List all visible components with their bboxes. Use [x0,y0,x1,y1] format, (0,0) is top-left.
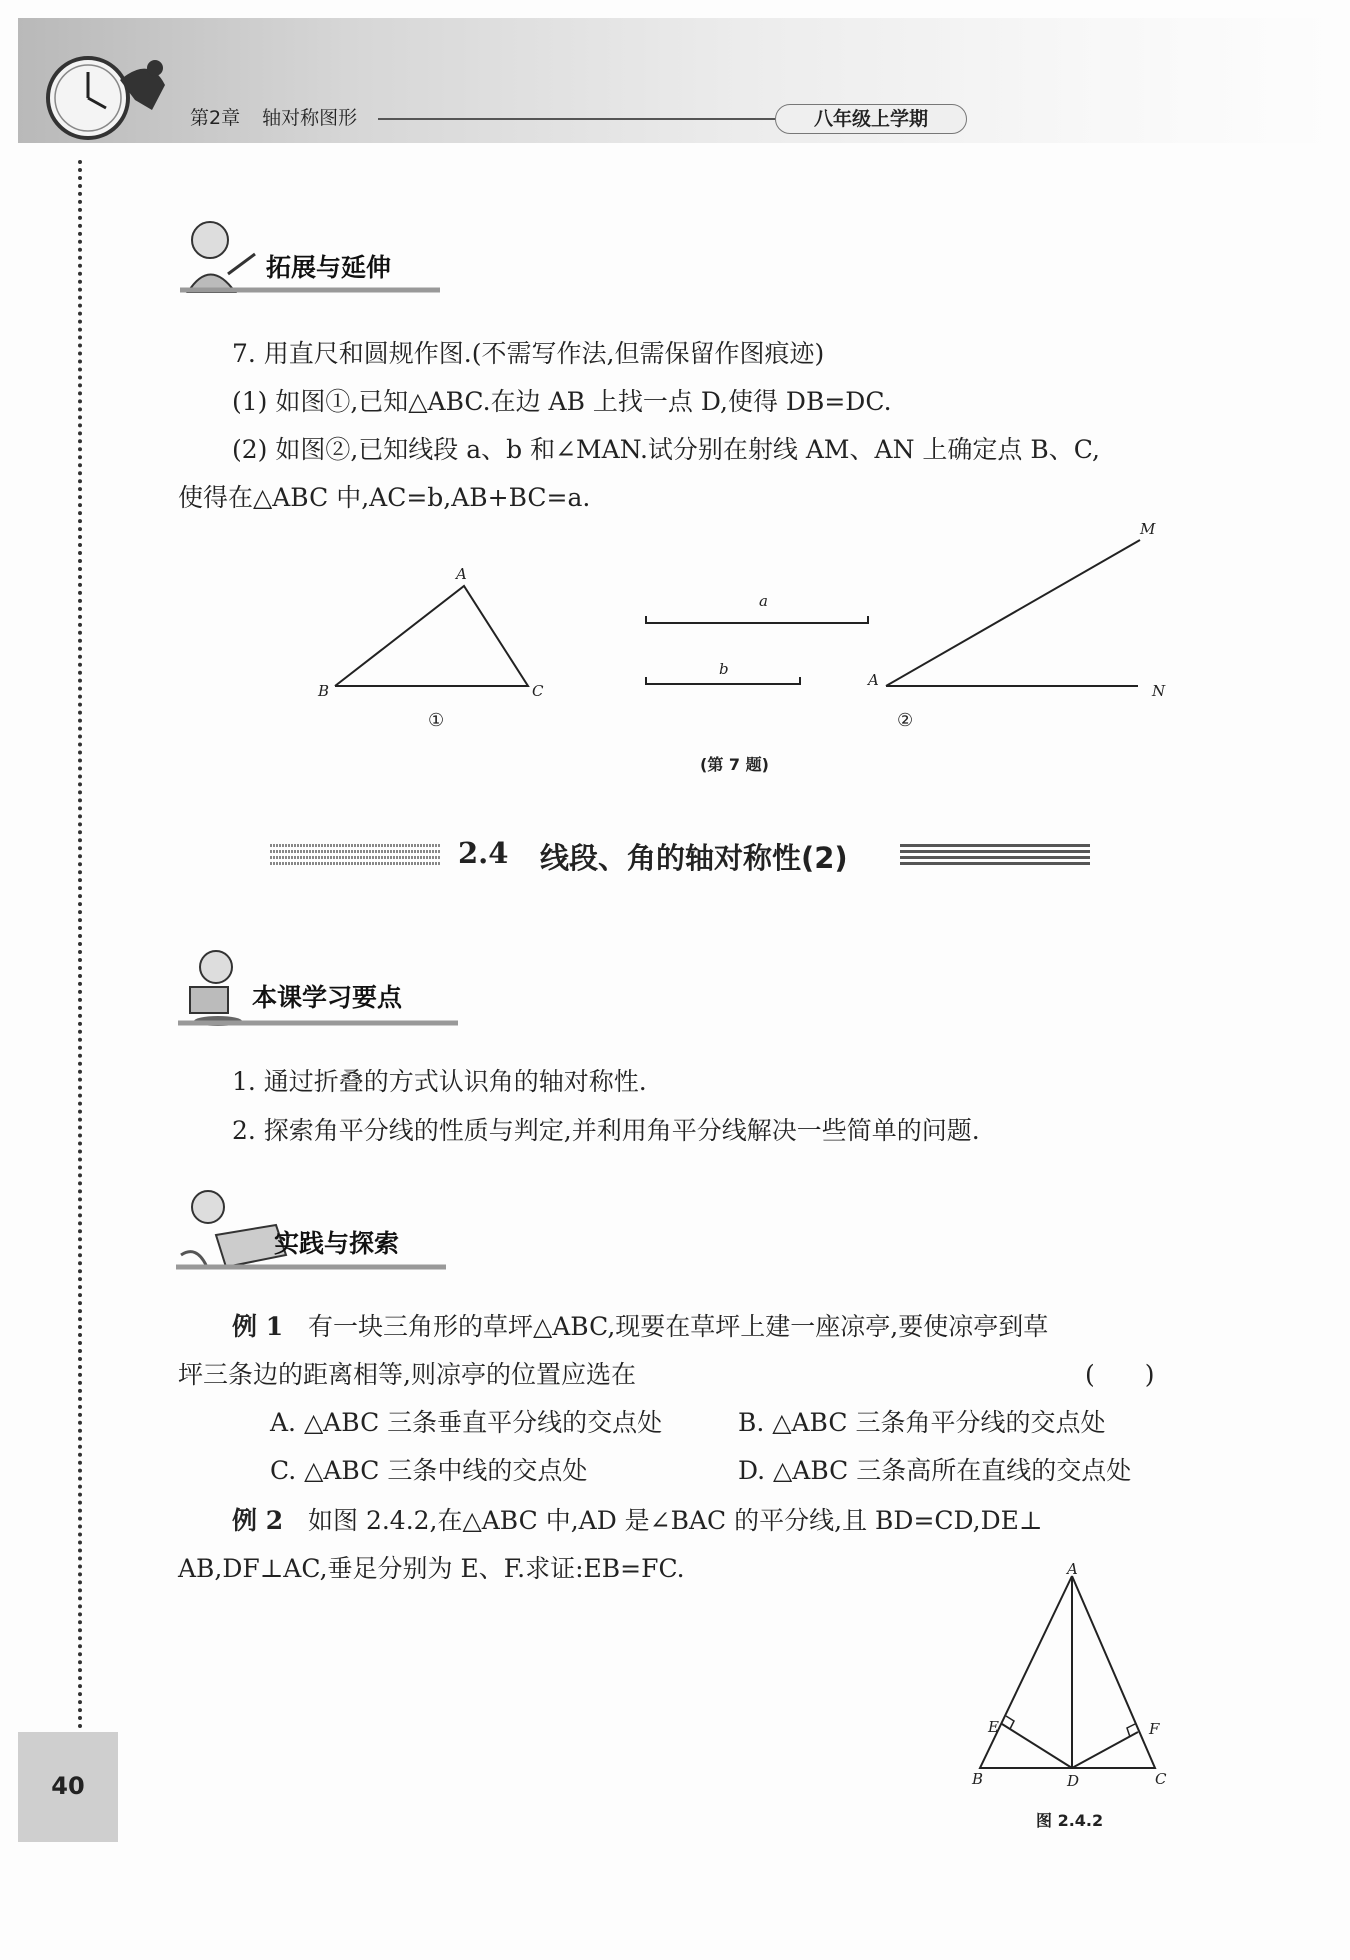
segments-a-b [646,616,868,685]
example-1-text-b: 坪三条边的距离相等,则凉亭的位置应选在 [178,1360,636,1389]
fig2-label-a: A [868,671,879,689]
question-7-part-1: (1) 如图①,已知△ABC.在边 AB 上找一点 D,使得 DB=DC. [232,387,892,416]
fig1-label-c: C [532,682,544,700]
key-point-2: 2. 探索角平分线的性质与判定,并利用角平分线解决一些简单的问题. [232,1116,980,1145]
header-rule [378,118,778,120]
fig1-label-b: B [318,682,330,700]
example-2-label: 例 2 [232,1506,284,1535]
question-7: 7. 用直尺和圆规作图.(不需写作法,但需保留作图痕迹) [232,339,825,368]
chapter-title: 轴对称图形 [262,107,358,129]
fig2-label-n: N [1152,682,1166,700]
key-point-1: 1. 通过折叠的方式认识角的轴对称性. [232,1067,647,1096]
question-7-part-2b: 使得在△ABC 中,AC=b,AB+BC=a. [178,483,591,512]
example-2-text-b: AB,DF⊥AC,垂足分别为 E、F.求证:EB=FC. [178,1554,685,1583]
fig242-label-e: E [988,1718,999,1736]
key-points-banner: 本课学习要点 [252,983,403,1012]
dotted-margin [78,160,82,1730]
figure-7-caption: (第 7 题) [700,755,769,774]
angle-man-figure [886,540,1140,686]
section-heading: 线段、角的轴对称性(2) [540,841,848,875]
option-d: D. △ABC 三条高所在直线的交点处 [738,1456,1132,1485]
option-c: C. △ABC 三条中线的交点处 [270,1456,588,1485]
answer-parentheses: ( ) [1085,1360,1155,1389]
segment-label-a: a [759,592,768,610]
triangle-abc-figure [335,586,528,686]
left-stripes [270,844,440,866]
section-title-bar [270,836,1090,876]
fig242-label-d: D [1067,1772,1080,1790]
fig2-number: ② [897,710,914,731]
fig242-label-f: F [1149,1720,1160,1738]
segment-label-b: b [719,660,729,678]
figure-2-4-2-caption: 图 2.4.2 [1036,1811,1104,1830]
example-2-text-a: 如图 2.4.2,在△ABC 中,AD 是∠BAC 的平分线,且 BD=CD,DE⊥ [308,1506,1043,1535]
fig242-label-b: B [972,1770,984,1788]
fig242-label-c: C [1155,1770,1167,1788]
section-number: 2.4 [458,836,509,870]
page-number: 40 [51,1772,85,1800]
practice-banner: 实践与探索 [274,1229,400,1258]
grade-badge: 八年级上学期 [775,104,967,134]
clock-runner-icon [40,50,180,145]
right-stripes [900,844,1090,866]
extension-banner: 拓展与延伸 [266,253,392,282]
example-1-label: 例 1 [232,1312,284,1341]
chapter-number: 第2章 [190,107,241,129]
fig242-label-a: A [1067,1560,1078,1578]
chapter-heading [190,103,379,130]
option-a: A. △ABC 三条垂直平分线的交点处 [270,1408,663,1437]
fig1-number: ① [428,710,445,731]
question-7-part-2a: (2) 如图②,已知线段 a、b 和∠MAN.试分别在射线 AM、AN 上确定点 B、C, [232,435,1100,464]
example-1-text-a: 有一块三角形的草坪△ABC,现要在草坪上建一座凉亭,要使凉亭到草 [308,1312,1049,1341]
fig1-label-a: A [456,565,467,583]
isosceles-triangle [980,1576,1155,1768]
fig2-label-m: M [1140,520,1156,538]
figure-2-4-2 [960,1560,1180,1800]
option-b: B. △ABC 三条角平分线的交点处 [738,1408,1106,1437]
